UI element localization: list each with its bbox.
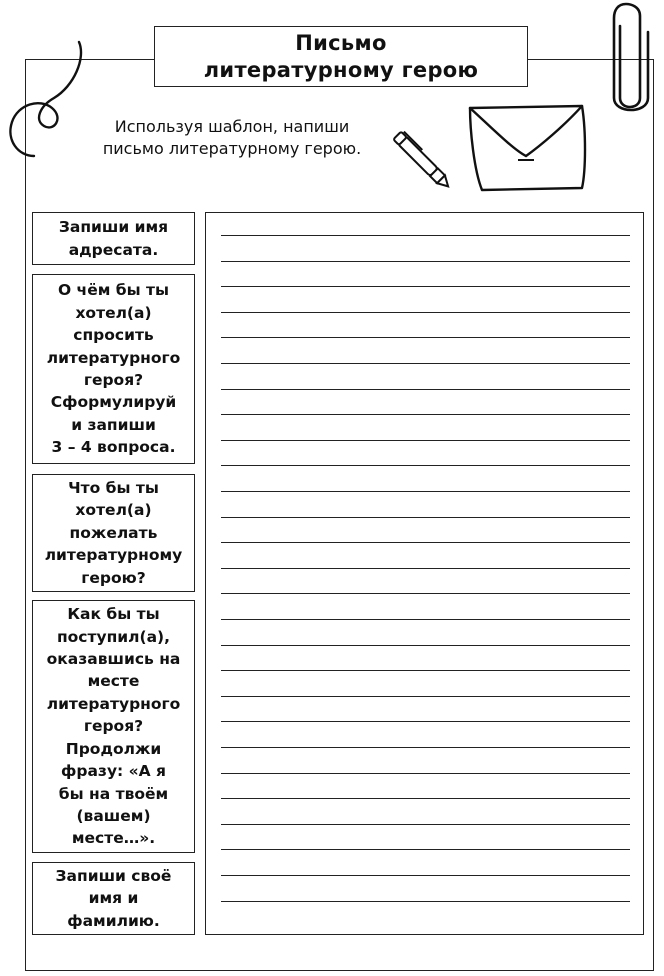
prompt-line: герою? — [81, 568, 146, 587]
writing-line[interactable] — [221, 798, 630, 799]
prompt-lines — [47, 279, 181, 458]
writing-line[interactable] — [221, 619, 630, 620]
instruction-line-2: письмо литературному герою. — [102, 139, 362, 158]
prompt-lines — [45, 477, 183, 589]
prompt-line: спросить — [73, 326, 154, 345]
prompt-line: О чём бы ты — [57, 281, 170, 300]
prompt-line: Запиши своё — [55, 866, 172, 885]
writing-line[interactable] — [221, 337, 630, 338]
prompt-line: Сформулируй — [50, 393, 177, 412]
writing-line[interactable] — [221, 414, 630, 415]
prompt-line: литературного — [46, 348, 181, 367]
squiggle-doodle-icon — [4, 38, 94, 164]
writing-line[interactable] — [221, 261, 630, 262]
writing-line[interactable] — [221, 465, 630, 466]
prompt-line: героя? — [83, 717, 144, 736]
prompt-line: Что бы ты — [68, 478, 159, 497]
writing-line[interactable] — [221, 670, 630, 671]
writing-line[interactable] — [221, 568, 630, 569]
prompt-line: литературного — [46, 694, 181, 713]
letter-writing-area[interactable] — [205, 212, 644, 935]
writing-line[interactable] — [221, 875, 630, 876]
prompt-line: 3 – 4 вопроса. — [51, 438, 176, 457]
prompt-line: литературному — [44, 546, 183, 565]
prompt-line: имя и — [88, 889, 139, 908]
writing-line[interactable] — [221, 849, 630, 850]
writing-line[interactable] — [221, 593, 630, 594]
prompt-lines — [59, 216, 168, 261]
prompt-your-name — [32, 862, 195, 935]
title-line-2: литературному герою — [203, 57, 479, 82]
instruction-line-1: Используя шаблон, напиши — [114, 117, 350, 136]
pen-icon — [384, 124, 462, 200]
prompt-questions — [32, 274, 195, 464]
prompt-in-your-place — [32, 600, 195, 853]
writing-line[interactable] — [221, 747, 630, 748]
prompt-recipient-name — [32, 212, 195, 265]
prompt-line: оказавшись на — [46, 650, 181, 669]
writing-line[interactable] — [221, 235, 630, 236]
writing-line[interactable] — [221, 773, 630, 774]
prompt-lines — [56, 865, 172, 932]
prompt-line: Как бы ты — [67, 605, 160, 624]
page-title — [154, 26, 528, 87]
paperclip-icon — [606, 2, 656, 116]
prompt-line: Запиши имя — [58, 218, 169, 237]
writing-line[interactable] — [221, 542, 630, 543]
envelope-icon — [464, 100, 590, 194]
prompt-line: героя? — [83, 371, 144, 389]
prompt-line: хотел(а) — [75, 501, 152, 520]
prompt-line: месте…». — [71, 829, 156, 848]
prompt-line: пожелать — [69, 523, 158, 542]
prompt-line: фамилию. — [67, 911, 160, 930]
prompt-wishes — [32, 474, 195, 592]
prompt-line: фразу: «А я — [61, 762, 166, 781]
writing-line[interactable] — [221, 696, 630, 697]
instruction-text — [82, 116, 382, 160]
prompt-line: поступил(а), — [56, 627, 171, 646]
writing-line[interactable] — [221, 491, 630, 492]
prompt-line: и запиши — [71, 415, 156, 434]
prompt-line: (вашем) — [76, 806, 151, 825]
prompt-lines — [47, 603, 181, 849]
writing-line[interactable] — [221, 312, 630, 313]
writing-line[interactable] — [221, 901, 630, 902]
prompt-line: хотел(а) — [75, 303, 152, 322]
prompt-line: Продолжи — [65, 739, 162, 758]
prompt-line: месте — [87, 672, 140, 691]
writing-line[interactable] — [221, 389, 630, 390]
writing-line[interactable] — [221, 286, 630, 287]
prompt-line: бы на твоём — [58, 784, 169, 803]
writing-line[interactable] — [221, 721, 630, 722]
writing-line[interactable] — [221, 517, 630, 518]
title-line-1: Письмо — [295, 30, 387, 55]
writing-line[interactable] — [221, 824, 630, 825]
prompt-line: адресата. — [68, 240, 159, 259]
writing-line[interactable] — [221, 363, 630, 364]
writing-line[interactable] — [221, 440, 630, 441]
writing-line[interactable] — [221, 645, 630, 646]
